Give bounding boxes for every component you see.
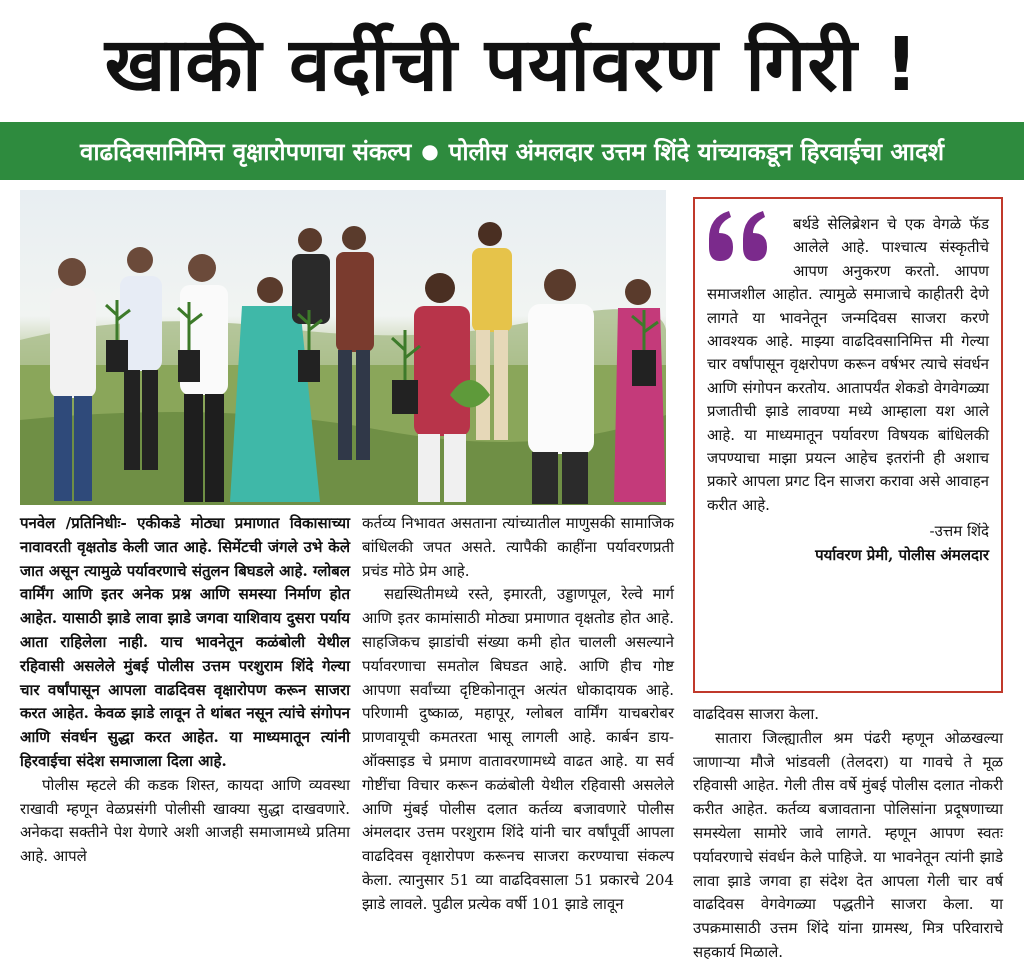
article-paragraph: सातारा जिल्ह्यातील श्रम पंढरी म्हणून ओळखल्या जाणाऱ्या मौजे भांडवली (तेलदरा) या गावचे ते मूळ रहिवासी आहेत. गेली तीस वर्षे मुंबई पोलीस दलात नोकरी करीत आहेत. कर्तव्य बजावताना पोलिसांना प्रदूषणाच्या समस्येला सामोरे जावे लागते. म्हणून आपण स्वतः पर्यावरणाचे संवर्धन केले पाहिजे. या भावनेतून त्यांनी झाडे लावा झाडे जगवा हा संदेश देत आपला गेली चार वर्ष वाढदिवस वेगवेगळ्या पद्धतीने साजरा केला. या उपक्रमासाठी उत्तम शिंदे यांना ग्रामस्थ, मित्र परिवाराचे सहकार्य मिळाले. [693,728,1003,961]
article-paragraph: सद्यस्थितीमध्ये रस्ते, इमारती, उड्डाणपूल, रेल्वे मार्ग आणि इतर कामांसाठी मोठ्या प्रमाणात वृक्षतोड होत आहे. साहजिकच झाडांची संख्या कमी होत चालली असल्याने पर्यावरणाचा समतोल बिघडत आहे. आणि हीच गोष्ट आपणा सर्वांच्या दृष्टिकोनातून अत्यंत धोकादायक आहे. परिणामी दुष्काळ, महापूर, ग्लोबल वार्मिंग याचबरोबर प्राणवायूची कमतरता भासू लागली आहे. कार्बन डाय-ऑक्साइड चे प्रमाण वातावरणामध्ये वाढत आहे. या सर्व गोष्टींचा विचार करून कळंबोली येथील रहिवासी असलेले आणि मुंबई पोलीस दलात कर्तव्य बजावणारे पोलीस अंमलदार उत्तम परशुराम शिंदे यांनी चार वर्षांपूर्वी आपला वाढदिवस वृक्षारोपण करूनच साजरा करण्याचा संकल्प केला. त्यानुसार 51 व्या वाढदिवसाला 51 प्रकारचे 204 झाडे लावले. पुढील प्रत्येक वर्षी 101 झाडे लावून [362,585,674,913]
banner-right-text: पोलीस अंमलदार उत्तम शिंदे यांच्याकडून हिरवाईचा आदर्श [448,137,945,166]
quote-signature: -उत्तम शिंदे [929,522,989,541]
article-column-1 [20,512,350,869]
quote-box [693,197,1003,693]
bullet-icon: ● [421,139,439,163]
photo-illustration [20,190,666,505]
tree-plantation-photo [20,190,666,505]
article-column-2 [362,512,674,917]
article-column-3 [693,703,1003,965]
headline: खाकी वर्दीची पर्यावरण गिरी ! [104,21,920,108]
article-paragraph: वाढदिवस साजरा केला. [693,705,820,723]
subheadline-banner [0,122,1024,180]
quote-role: पर्यावरण प्रेमी, पोलीस अंमलदार [815,546,989,565]
article-paragraph: कर्तव्य निभावत असताना त्यांच्यातील माणुसकी सामाजिक बांधिलकी जपत असते. त्यापैकी काहींना पर्यावरणप्रती प्रचंड मोठे प्रेम आहे. [362,514,674,580]
quote-mark-icon [703,205,775,265]
article-lead-paragraph: पनवेल /प्रतिनिधीः- एकीकडे मोठ्या प्रमाणात विकासाच्या नावावरती वृक्षतोड केली जात आहे. सिमेंटची जंगले उभे केले जात असून त्यामुळे पर्यावरणाचे संतुलन बिघडले आहे. ग्लोबल वार्मिंग आणि इतर अनेक प्रश्न आणि समस्या निर्माण होत आहेत. यासाठी झाडे लावा झाडे जगवा याशिवाय दुसरा पर्याय आता राहिलेला नाही. याच भावनेतून कळंबोली येथील रहिवासी असलेले मुंबई पोलीस उत्तम परशुराम शिंदे गेल्या चार वर्षांपासून आपला वाढदिवस वृक्षारोपण करून साजरा करत आहेत. केवळ झाडे लावून ते थांबत नसून त्यांचे संगोपन आणि संवर्धन सुद्धा करत आहेत. या माध्यमातून त्यांनी हिरवाईचा संदेश समाजाला दिला आहे. [20,514,350,770]
quote-body: बर्थडे सेलिब्रेशन चे एक वेगळे फॅड आलेले आहे. पाश्चात्य संस्कृतीचे आपण अनुकरण करतो. आपण समाजशील आहोत. त्यामुळे समाजाचे काहीतरी देणे लागते या भावनेतून जन्मदिवस साजरा करणे आवश्यक आहे. माझ्या वाढदिवसानिमित्त मी गेल्या चार वर्षांपासून वृक्षरोपण करून वर्षभर त्याचे संवर्धन आणि संगोपन करतोय. आतापर्यंत शेकडो वेगवेगळ्या प्रजातीची झाडे लावण्या मध्ये आम्हाला यश आले आहे. या माध्यमातून पर्यावरण विषयक बांधिलकी जपण्याचा माझा प्रयत्न आहेच इतरांनी ही अशाच प्रकारे आपला प्रगट दिन साजरा करावा असे आवाहन करीत आहे. [707,215,989,514]
banner-left-text: वाढदिवसानिमित्त वृक्षारोपणाचा संकल्प [79,137,412,166]
article-paragraph: पोलीस म्हटले की कडक शिस्त, कायदा आणि व्यवस्था राखावी म्हणून वेळप्रसंगी पोलीसी खाक्या सुद्धा दाखवणारे. अनेकदा सक्तीने पेश येणारे अशी आजही समाजामध्ये प्रतिमा आहे. आपले [20,775,350,866]
